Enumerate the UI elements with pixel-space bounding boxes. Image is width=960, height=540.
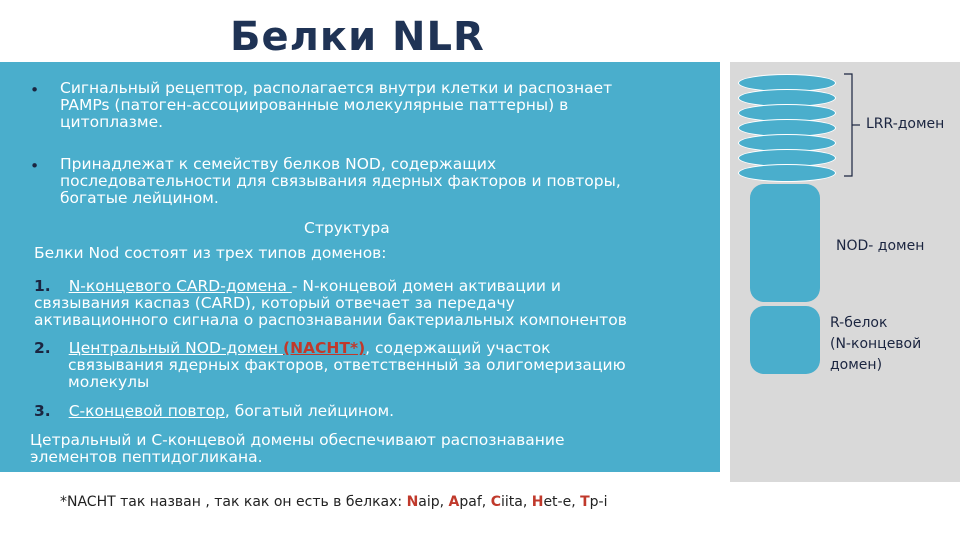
item-link[interactable]: C-концевой повтор bbox=[68, 402, 225, 420]
item-link[interactable]: Центральный NOD-домен bbox=[68, 339, 283, 357]
item-text: , богатый лейцином. bbox=[224, 402, 395, 420]
item-link[interactable]: N-концевого CARD-домена bbox=[68, 277, 292, 295]
footnote-word: et-e, bbox=[543, 494, 581, 510]
list-item-3 bbox=[34, 403, 394, 420]
intro-text: Белки Nod состоят из трех типов доменов: bbox=[34, 244, 387, 262]
footnote-prefix: *NACHT так назван , так как он есть в белках: bbox=[60, 494, 407, 510]
footnote-word: iita, bbox=[500, 494, 532, 510]
footnote-word: paf, bbox=[459, 494, 491, 510]
footnote-word: aip, bbox=[418, 494, 449, 510]
item-number: 2. bbox=[34, 339, 51, 357]
item-continuation: связывания каспаз (CARD), который отвечает за передачу bbox=[34, 294, 515, 312]
item-continuation: активационного сигнала о распознавании бактериальных компонентов bbox=[34, 311, 627, 329]
footnote-initial: A bbox=[448, 494, 460, 510]
nod-domain-block bbox=[750, 184, 820, 302]
r-protein-label: (N-концевой bbox=[830, 336, 922, 352]
footnote bbox=[60, 494, 608, 510]
bullet-line: последовательности для связывания ядерных факторов и повторы, bbox=[60, 172, 621, 190]
card-domain-block bbox=[750, 306, 820, 374]
r-protein-label: домен) bbox=[830, 357, 883, 373]
summary-line: Цетральный и С-концевой домены обеспечивают распознавание bbox=[30, 431, 565, 449]
bullet-marker: • bbox=[30, 157, 40, 175]
footnote-initial: N bbox=[406, 494, 419, 510]
footnote-initial: C bbox=[490, 494, 501, 510]
bullet-line: богатые лейцином. bbox=[60, 189, 219, 207]
bullet-line: Принадлежат к семейству белков NOD, содержащих bbox=[60, 155, 497, 173]
summary-line: элементов пептидогликана. bbox=[30, 448, 263, 466]
item-number: 3. bbox=[34, 402, 51, 420]
footnote-initial: H bbox=[531, 494, 544, 510]
item-continuation: связывания ядерных факторов, ответственный за олигомеризацию bbox=[68, 356, 626, 374]
bullet-line: цитоплазме. bbox=[60, 113, 164, 131]
lrr-bracket bbox=[842, 72, 862, 178]
item-text: , содержащий участок bbox=[365, 339, 551, 357]
item-text: - N-концевой домен активации и bbox=[291, 277, 562, 295]
item-continuation: молекулы bbox=[68, 373, 150, 391]
list-item-1 bbox=[34, 278, 561, 295]
lrr-repeat bbox=[738, 164, 836, 182]
bullet-marker: • bbox=[30, 81, 40, 99]
r-protein-label: R-белок bbox=[830, 315, 888, 331]
footnote-word: p-i bbox=[589, 494, 608, 510]
list-item-2 bbox=[34, 340, 550, 357]
structure-heading: Структура bbox=[304, 219, 390, 237]
bullet-line: PAMPs (патоген-ассоциированные молекулярные паттерны) в bbox=[60, 96, 569, 114]
footnote-initial: T bbox=[580, 494, 590, 510]
item-number: 1. bbox=[34, 277, 51, 295]
nod-domain-label: NOD- домен bbox=[836, 238, 925, 254]
lrr-domain-label: LRR-домен bbox=[866, 116, 945, 132]
bullet-line: Сигнальный рецептор, располагается внутри клетки и распознает bbox=[60, 79, 613, 97]
page-title: Белки NLR bbox=[230, 14, 485, 60]
nacht-link[interactable]: (NACHT*) bbox=[283, 339, 366, 357]
